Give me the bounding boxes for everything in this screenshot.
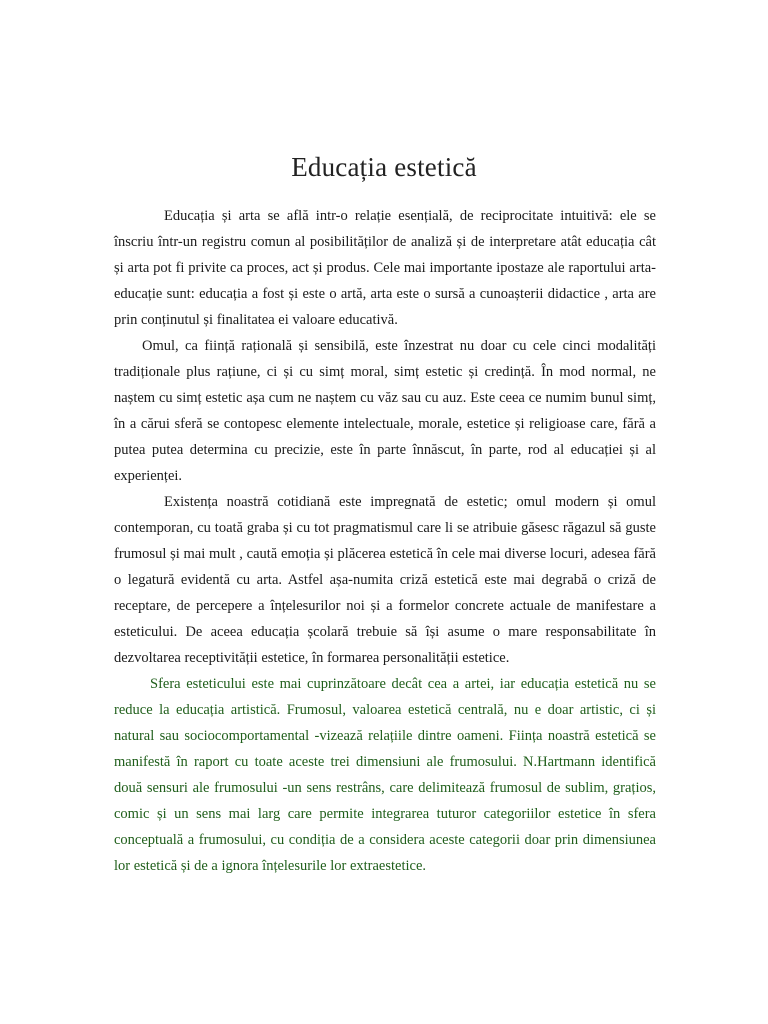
document-body: [114, 203, 656, 879]
paragraph-4: Sfera esteticului este mai cuprinzătoare decât cea a artei, iar educația estetică nu se reduce la educația artistică. Frumosul, valoarea estetică centrală, nu e doar artistic, ci și natural sau sociocomportamental -vizează relațiile dintre oameni. Ființa noastră estetică se manifestă în raport cu toate aceste trei dimensiuni ale frumosului. N.Hartmann identifică două sensuri ale frumosului -un sens restrâns, care delimitează frumosul de sublim, grațios, comic și un sens mai larg care permite integrarea tuturor categoriilor estetice în sfera conceptuală a frumosului, cu condiția de a considera aceste categorii doar prin dimensiunea lor estetică și de a ignora înțelesurile lor extraestetice.: [114, 676, 656, 874]
paragraph-2: Omul, ca ființă rațională și sensibilă, este înzestrat nu doar cu cele cinci modalități tradiționale plus rațiune, ci și cu simț moral, simț estetic și credință. În mod normal, ne naștem cu simț estetic așa cum ne naștem cu văz sau cu auz. Este ceea ce numim bunul simț, în a cărui sferă se contopesc elemente intelectuale, morale, estetice și religioase care, fără a putea putea determina cu precizie, este în parte înnăscut, în parte, rod al educației și al experienței.: [114, 338, 656, 484]
page-title: Educația estetică: [291, 152, 477, 182]
paragraph-1: Educația și arta se află intr-o relație esențială, de reciprocitate intuitivă: ele se înscriu într-un registru comun al posibilităților de analiză și de interpretare atât educația cât și arta pot fi privite ca proces, act și produs. Cele mai importante ipostaze ale raportului arta-educație sunt: educația a fost și este o artă, arta este o sursă a cunoașterii didactice , arta are prin conținutul și finalitatea ei valoare educativă.: [114, 208, 656, 328]
paragraph-3: Existența noastră cotidiană este impregnată de estetic; omul modern și omul contemporan, cu toată graba și cu tot pragmatismul care li se atribuie găsesc răgazul să guste frumosul și mai mult , caută emoția și plăcerea estetică în cele mai diverse locuri, adesea fără o legatură evidentă cu arta. Astfel așa-numita criză estetică este mai degrabă o criză de receptare, de percepere a înțelesurilor noi și a formelor concrete actuale de manifestare a esteticului. De aceea educația școlară trebuie să își asume o mare responsabilitate în dezvoltarea receptivității estetice, în formarea personalității estetice.: [114, 494, 656, 666]
